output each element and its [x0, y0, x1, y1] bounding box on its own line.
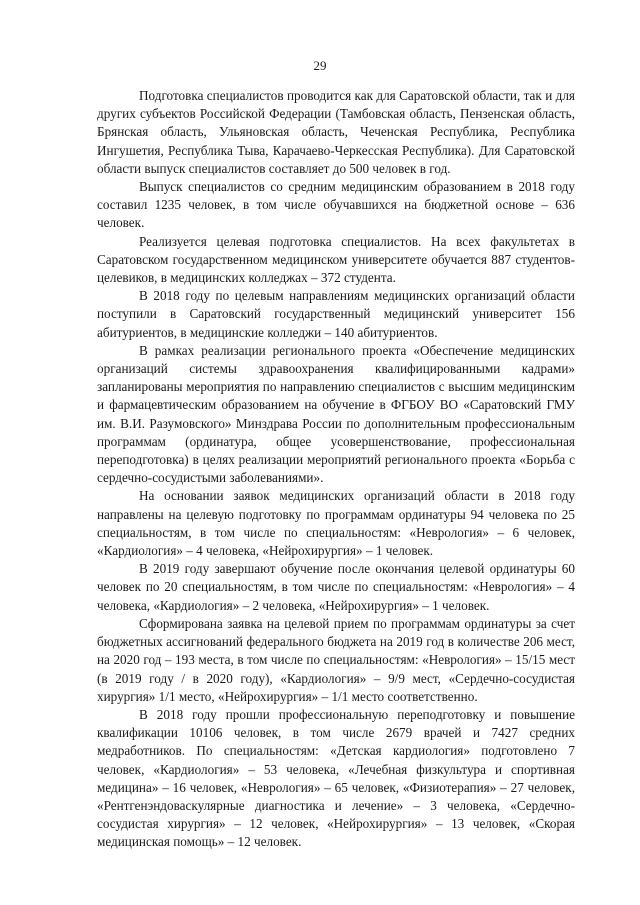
- document-body: [97, 87, 575, 852]
- paragraph: Подготовка специалистов проводится как для Саратовской области, так и для других субъектов Российской Федерации (Тамбовская область, Пензенская область, Брянская область, Ульяновская область, Чеченская Республика, Республика Ингушетия, Республика Тыва, Карачаево-Черкесская Республика). Для Саратовской области выпуск специалистов составляет до 500 человек в год.: [97, 88, 575, 176]
- paragraph: В 2018 году по целевым направлениям медицинских организаций области поступили в Саратовский государственный медицинский университет 156 абитуриентов, в медицинские колледжи – 140 абитуриентов.: [97, 288, 575, 340]
- page-number: 29: [313, 58, 327, 73]
- paragraph: В рамках реализации регионального проекта «Обеспечение медицинских организаций системы здравоохранения квалифицированными кадрами» запланированы мероприятия по направлению специалистов с высшим медицинским и фармацевтическим образованием на обучение в ФГБОУ ВО «Саратовский ГМУ им. В.И. Разумовского» Минздрава России по дополнительным профессиональным программам (ординатура, общее усовершенствование, профессиональная переподготовка) в целях реализации мероприятий регионального проекта «Борьба с сердечно-сосудистыми заболеваниями».: [97, 342, 575, 486]
- paragraph: На основании заявок медицинских организаций области в 2018 году направлены на целевую подготовку по программам ординатуры 94 человека по 25 специальностям, в том числе по специальностям: «Неврология» – 6 человек, «Кардиология» – 4 человека, «Нейрохирургия» – 1 человек.: [97, 488, 575, 559]
- paragraph: В 2018 году прошли профессиональную переподготовку и повышение квалификации 10106 человек, в том числе 2679 врачей и 7427 средних медработников. По специальностям: «Детская кардиология» подготовлено 7 человек, «Кардиология» – 53 человека, «Лечебная физкультура и спортивная медицина» – 16 человек, «Неврология» – 65 человек, «Физиотерапия» – 27 человек, «Рентгенэндоваскулярные диагностика и лечение» – 3 человека, «Сердечно-сосудистая хирургия» – 12 человек, «Нейрохирургия» – 13 человек, «Скорая медицинская помощь» – 12 человек.: [97, 706, 575, 850]
- paragraph: Сформирована заявка на целевой прием по программам ординатуры за счет бюджетных ассигнований федерального бюджета на 2019 год в количестве 206 мест, на 2020 год – 193 места, в том числе по специальностям: «Неврология» – 15/15 мест (в 2019 году / в 2020 году), «Кардиология» – 9/9 мест, «Сердечно-сосудистая хирургия» 1/1 место, «Нейрохирургия» – 1/1 место соответственно.: [97, 615, 575, 704]
- paragraph: Выпуск специалистов со средним медицинским образованием в 2018 году составил 1235 человек, в том числе обучавшихся на бюджетной основе – 636 человек.: [97, 179, 575, 231]
- paragraph: В 2019 году завершают обучение после окончания целевой ординатуры 60 человек по 20 специальностям, в том числе по специальностям: «Неврология» – 4 человека, «Кардиология» – 2 человека, «Нейрохирургия» – 1 человек.: [97, 561, 575, 613]
- paragraph: Реализуется целевая подготовка специалистов. На всех факультетах в Саратовском государственном медицинском университете обучается 887 студентов-целевиков, в медицинских колледжах – 372 студента.: [97, 233, 575, 286]
